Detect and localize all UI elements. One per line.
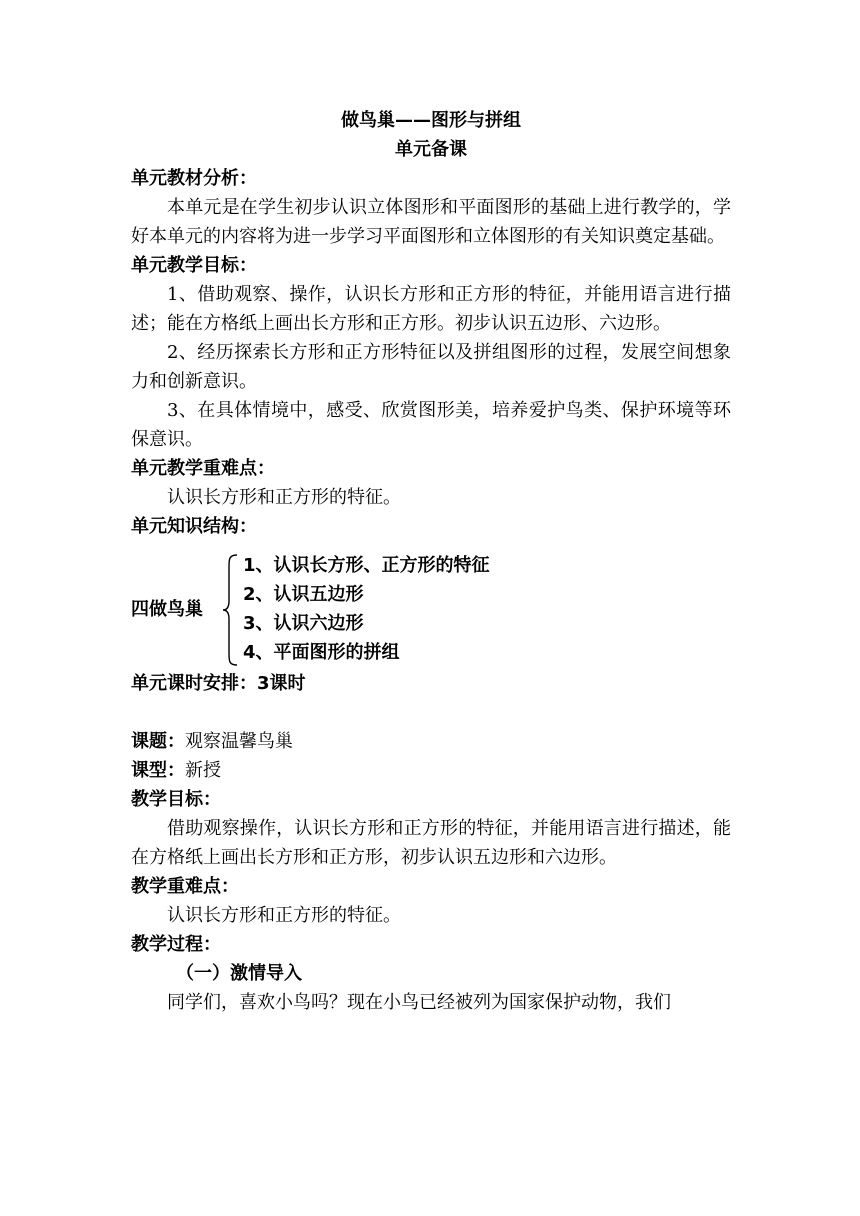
lesson-topic: 观察温馨鸟巢 bbox=[185, 731, 293, 752]
key-points-heading: 单元教学重难点： bbox=[131, 458, 275, 479]
lesson-section-1-text: 同学们，喜欢小鸟吗？现在小鸟已经被列为国家保护动物，我们 bbox=[167, 992, 671, 1013]
structure-heading: 单元知识结构： bbox=[131, 516, 257, 537]
goal-item-1: 1、借助观察、操作，认识长方形和正方形的特征，并能用语言进行描述；能在方格纸上画出长方形和正方形。初步认识五边形、六边形。 bbox=[131, 284, 731, 334]
lesson-key-text: 认识长方形和正方形的特征。 bbox=[167, 905, 401, 926]
structure-root: 四做鸟巢 bbox=[131, 599, 203, 620]
lesson-goal-text: 借助观察操作，认识长方形和正方形的特征，并能用语言进行描述，能在方格纸上画出长方形和正方形，初步认识五边形和六边形。 bbox=[131, 818, 731, 868]
structure-item-1: 1、认识长方形、正方形的特征 bbox=[243, 555, 490, 576]
structure-item-2: 2、认识五边形 bbox=[243, 584, 364, 605]
document-title: 做鸟巢——图形与拼组 bbox=[341, 110, 521, 131]
key-points-text: 认识长方形和正方形的特征。 bbox=[167, 487, 401, 508]
document-body bbox=[131, 106, 731, 1017]
structure-item-4: 4、平面图形的拼组 bbox=[243, 642, 400, 663]
curly-brace-icon bbox=[221, 551, 241, 669]
lesson-type-line bbox=[131, 756, 731, 785]
document-subtitle: 单元备课 bbox=[395, 139, 467, 160]
lesson-type: 新授 bbox=[185, 760, 221, 781]
analysis-heading: 单元教材分析： bbox=[131, 168, 257, 189]
analysis-text: 本单元是在学生初步认识立体图形和平面图形的基础上进行教学的，学好本单元的内容将为进一步学习平面图形和立体图形的有关知识奠定基础。 bbox=[131, 197, 731, 247]
lesson-type-label: 课型： bbox=[131, 760, 185, 781]
goal-item-2: 2、经历探索长方形和正方形特征以及拼组图形的过程，发展空间想象力和创新意识。 bbox=[131, 342, 731, 392]
lesson-goal-heading: 教学目标： bbox=[131, 789, 221, 810]
goal-item-3: 3、在具体情境中，感受、欣赏图形美，培养爱护鸟类、保护环境等环保意识。 bbox=[131, 400, 731, 450]
lesson-key-heading: 教学重难点： bbox=[131, 876, 239, 897]
lesson-topic-line bbox=[131, 727, 731, 756]
blank-line bbox=[131, 698, 731, 727]
structure-item-3: 3、认识六边形 bbox=[243, 613, 364, 634]
lesson-section-1-heading: （一）激情导入 bbox=[176, 963, 302, 984]
goals-heading: 单元教学目标： bbox=[131, 255, 257, 276]
schedule: 单元课时安排：3课时 bbox=[131, 673, 306, 694]
lesson-topic-label: 课题： bbox=[131, 731, 185, 752]
lesson-process-heading: 教学过程： bbox=[131, 934, 221, 955]
structure-list bbox=[243, 551, 490, 667]
knowledge-structure bbox=[131, 551, 731, 669]
